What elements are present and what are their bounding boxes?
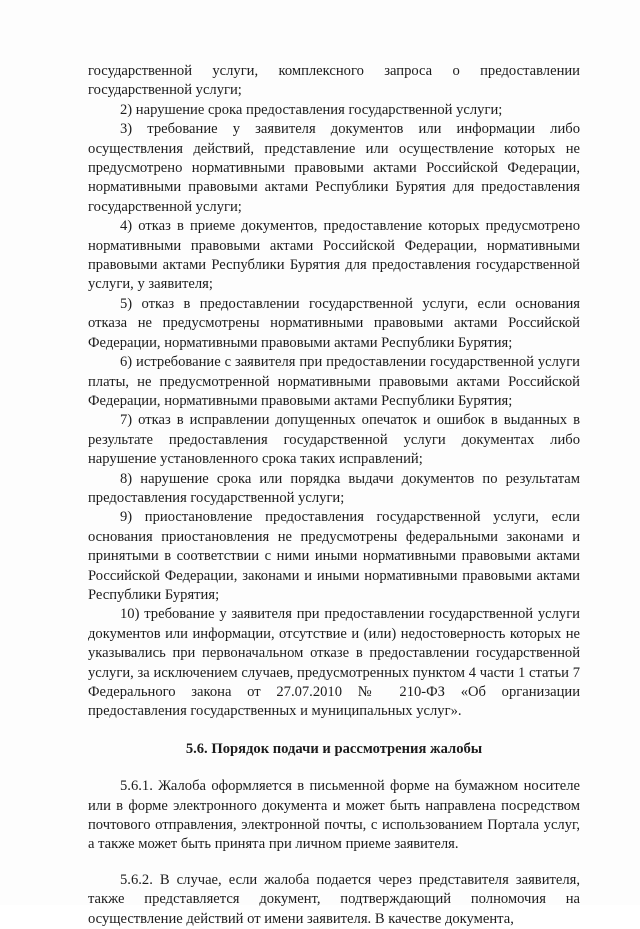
document-body <box>88 62 580 929</box>
lead-text: государственной услуги, комплексного запроса о предоставлении государственной услуги; <box>88 63 580 99</box>
section-heading: 5.6. Порядок подачи и рассмотрения жалобы <box>185 740 483 757</box>
list-item-10: 10) требование у заявителя при предоставлении государственной услуги документов или информации, отсутствие и (или) недостоверность которых не указывались при первоначальном отказе в предоставлении государственной услуги, за исключением случаев, предусмотренных пунктом 4 части 1 статьи 7 Федерального закона от 27.07.2010 № 210-ФЗ «Об организации предоставления государственных и муниципальных услуг». <box>88 606 580 720</box>
list-item-8: 8) нарушение срока или порядка выдачи документов по результатам предоставления государственной услуги; <box>88 470 580 506</box>
list-item-3: 3) требование у заявителя документов или информации либо осуществления действий, представление или осуществление которых не предусмотрено нормативными правовыми актами Российской Федерации, нормативными правовыми актами Республики Бурятия для предоставления государственной услуги; <box>88 121 580 215</box>
list-item-6: 6) истребование с заявителя при предоставлении государственной услуги платы, не предусмотренной нормативными правовыми актами Российской Федерации, нормативными правовыми актами Республики Бурятия; <box>88 354 580 409</box>
list-item-5: 5) отказ в предоставлении государственной услуги, если основания отказа не предусмотрены нормативными правовыми актами Российской Федерации, нормативными правовыми актами Республики Бурятия; <box>88 295 580 351</box>
paragraph-5-6-2: 5.6.2. В случае, если жалоба подается через представителя заявителя, также представляется документ, подтверждающий полномочия на осуществление действий от имени заявителя. В качестве документа, <box>88 871 580 927</box>
list-item-7: 7) отказ в исправлении допущенных опечаток и ошибок в выданных в результате предоставления государственной услуги документах либо нарушение установленного срока таких исправлений; <box>88 412 580 468</box>
list-item-9: 9) приостановление предоставления государственной услуги, если основания приостановления не предусмотрены федеральными законами и принятыми в соответствии с ними иными нормативными правовыми актами Российской Федерации, законами и иными нормативными правовыми актами Республики Бурятия; <box>88 509 580 603</box>
list-item-4: 4) отказ в приеме документов, предоставление которых предусмотрено нормативными правовыми актами Российской Федерации, нормативными правовыми актами Республики Бурятия для предоставления государственной услуги, у заявителя; <box>88 218 580 293</box>
paragraph-5-6-1: 5.6.1. Жалоба оформляется в письменной форме на бумажном носителе или в форме электронного документа и может быть направлена посредством почтового отправления, электронной почты, с использованием Портала услуг, а также может быть принята при личном приеме заявителя. <box>88 778 580 853</box>
list-item-2: 2) нарушение срока предоставления государственной услуги; <box>120 101 503 118</box>
